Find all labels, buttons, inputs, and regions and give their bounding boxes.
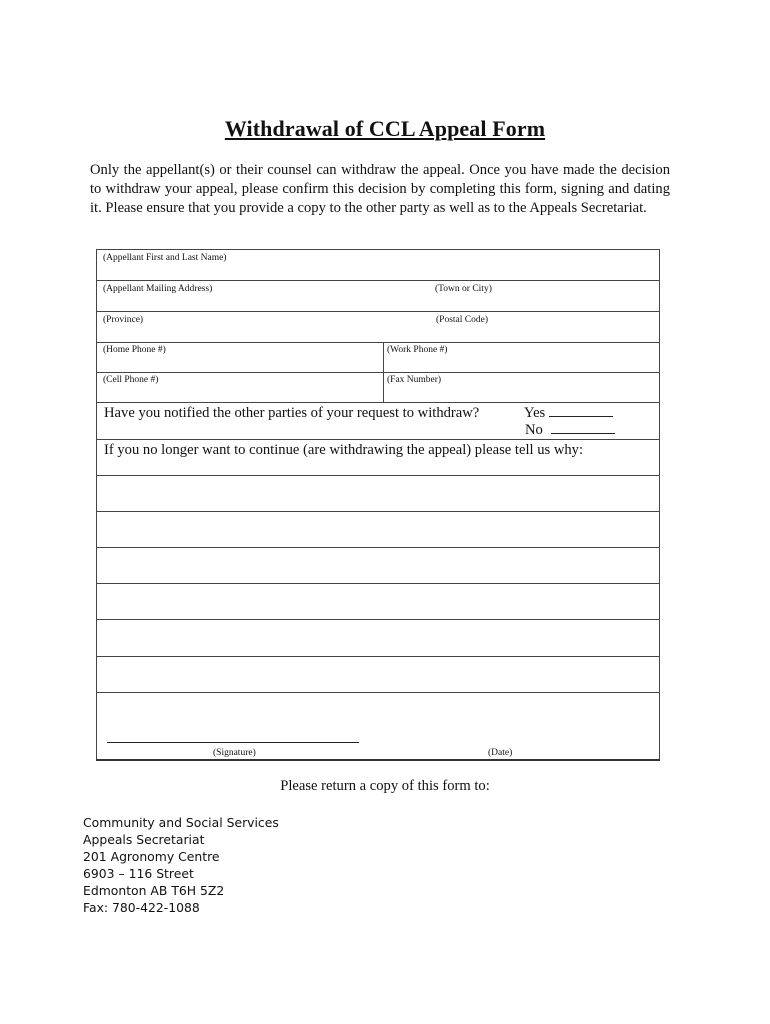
fax-number-label: (Fax Number) [387,375,442,385]
form-bottom-rule [96,759,660,761]
no-option[interactable] [525,421,615,439]
reason-line[interactable] [97,476,659,512]
address-line: 201 Agronomy Centre [83,849,220,864]
address-fax-line: Fax: 780-422-1088 [83,900,200,915]
no-blank[interactable] [551,421,615,434]
yes-blank[interactable] [549,404,613,417]
signature-label: (Signature) [213,748,256,758]
home-phone-label: (Home Phone #) [103,345,166,355]
yes-option[interactable] [524,404,613,422]
reason-prompt-row [97,440,659,476]
reason-line[interactable] [97,584,659,620]
postal-code-label: (Postal Code) [436,315,488,325]
phone-divider [383,343,384,372]
notified-row [97,403,659,440]
withdrawal-form [96,249,660,760]
cell-fax-divider [383,373,384,402]
town-city-label: (Town or City) [435,284,492,294]
appellant-name-field[interactable] [97,250,659,281]
reason-line[interactable] [97,548,659,584]
cell-phone-label: (Cell Phone #) [103,375,159,385]
address-line: Community and Social Services [83,815,279,830]
mailing-address-row [97,281,659,312]
form-title: Withdrawal of CCL Appeal Form [224,116,546,141]
return-address [83,814,279,916]
province-label: (Province) [103,315,144,325]
return-instruction: Please return a copy of this form to: [280,778,490,794]
cell-fax-row [97,373,659,403]
work-phone-label: (Work Phone #) [387,345,448,355]
address-line: 6903 – 116 Street [83,866,194,881]
notified-question: Have you notified the other parties of your request to withdraw? [104,405,480,421]
reason-line[interactable] [97,657,659,693]
province-row [97,312,659,343]
address-line: Appeals Secretariat [83,832,205,847]
date-label: (Date) [488,748,513,758]
reason-line[interactable] [97,620,659,657]
mailing-address-label: (Appellant Mailing Address) [103,284,213,294]
appellant-name-label: (Appellant First and Last Name) [103,253,227,263]
no-label: No [525,422,543,438]
intro-paragraph: Only the appellant(s) or their counsel can withdraw the appeal. Once you have made the decision to withdraw your appeal, please confirm this decision by completing this form, signing and dating it. Please ensure that you provide a copy to the other party as well as to the Appeals Secretariat. [90,162,670,216]
yes-label: Yes [524,405,546,421]
reason-prompt: If you no longer want to continue (are withdrawing the appeal) please tell us why: [104,442,584,458]
signature-line[interactable] [107,742,359,743]
address-line: Edmonton AB T6H 5Z2 [83,883,225,898]
phone-row [97,343,659,373]
reason-line[interactable] [97,512,659,548]
